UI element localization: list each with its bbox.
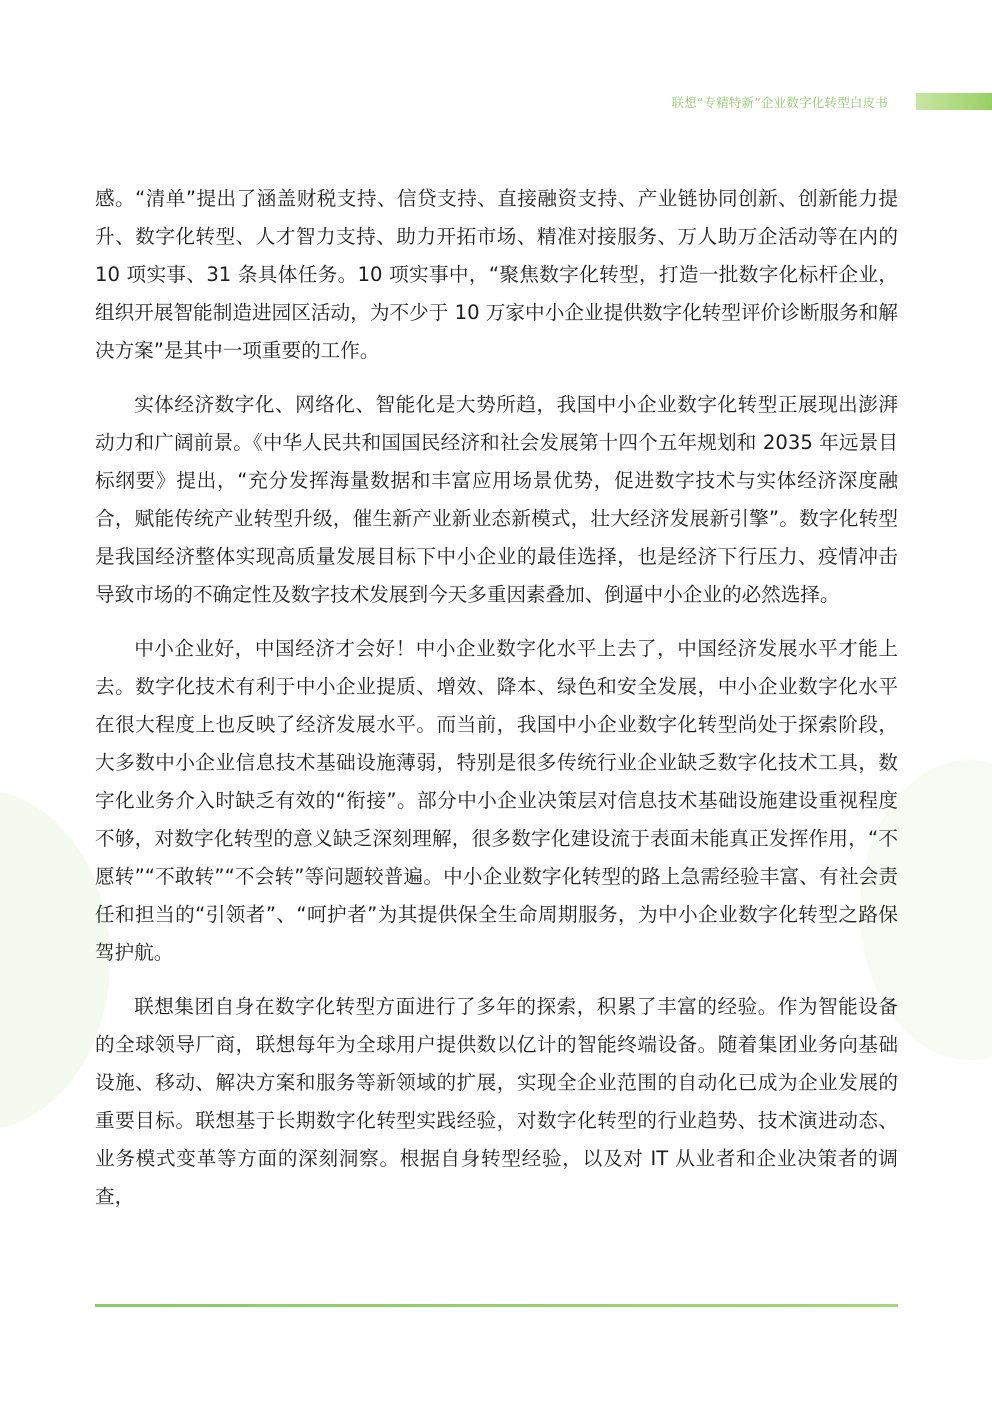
paragraph-3: 中小企业好，中国经济才会好！中小企业数字化水平上去了，中国经济发展水平才能上去。数字化技术有利于中小企业提质、增效、降本、绿色和安全发展，中小企业数字化水平在很大程度上也反映了经济发展水平。而当前，我国中小企业数字化转型尚处于探索阶段，大多数中小企业信息技术基础设施薄弱，特别是很多传统行业企业缺乏数字化技术工具，数字化业务介入时缺乏有效的“衔接”。部分中小企业决策层对信息技术基础设施建设重视程度不够，对数字化转型的意义缺乏深刻理解，很多数字化建设流于表面未能真正发挥作用，“不愿转”“不敢转”“不会转”等问题较普遍。中小企业数字化转型的路上急需经验丰富、有社会责任和担当的“引领者”、“呵护者”为其提供保全生命周期服务，为中小企业数字化转型之路保驾护航。 [95,637,898,964]
background-decoration-left [0,790,110,1130]
footer-divider [95,1304,898,1307]
header-title: 联想“专精特新”企业数字化转型白皮书 [671,95,888,110]
paragraph-4: 联想集团自身在数字化转型方面进行了多年的探索，积累了丰富的经验。作为智能设备的全球领导厂商，联想每年为全球用户提供数以亿计的智能终端设备。随着集团业务向基础设施、移动、解决方案和服务等新领域的扩展，实现全企业范围的自动化已成为企业发展的重要目标。联想基于长期数字化转型实践经验，对数字化转型的行业趋势、技术演进动态、业务模式变革等方面的深刻洞察。根据自身转型经验，以及对 IT 从业者和企业决策者的调查， [95,995,898,1208]
body-text [95,180,898,1232]
paragraph-1: 感。“清单”提出了涵盖财税支持、信贷支持、直接融资支持、产业链协同创新、创新能力提升、数字化转型、人才智力支持、助力开拓市场、精准对接服务、万人助万企活动等在内的 10 项实事、31 条具体任务。10 项实事中，“聚焦数字化转型，打造一批数字化标杆企业，组织开展智能制造进园区活动，为不少于 10 万家中小企业提供数字化转型评价诊断服务和解决方案”是其中一项重要的工作。 [95,187,898,362]
header-accent-bar [916,93,992,110]
paragraph-2: 实体经济数字化、网络化、智能化是大势所趋，我国中小企业数字化转型正展现出澎湃动力和广阔前景。《中华人民共和国国民经济和社会发展第十四个五年规划和 2035 年远景目标纲要》提出，“充分发挥海量数据和丰富应用场景优势，促进数字技术与实体经济深度融合，赋能传统产业转型升级，催生新产业新业态新模式，壮大经济发展新引擎”。数字化转型是我国经济整体实现高质量发展目标下中小企业的最佳选择，也是经济下行压力、疫情冲击导致市场的不确定性及数字技术发展到今天多重因素叠加、倒逼中小企业的必然选择。 [95,393,898,606]
